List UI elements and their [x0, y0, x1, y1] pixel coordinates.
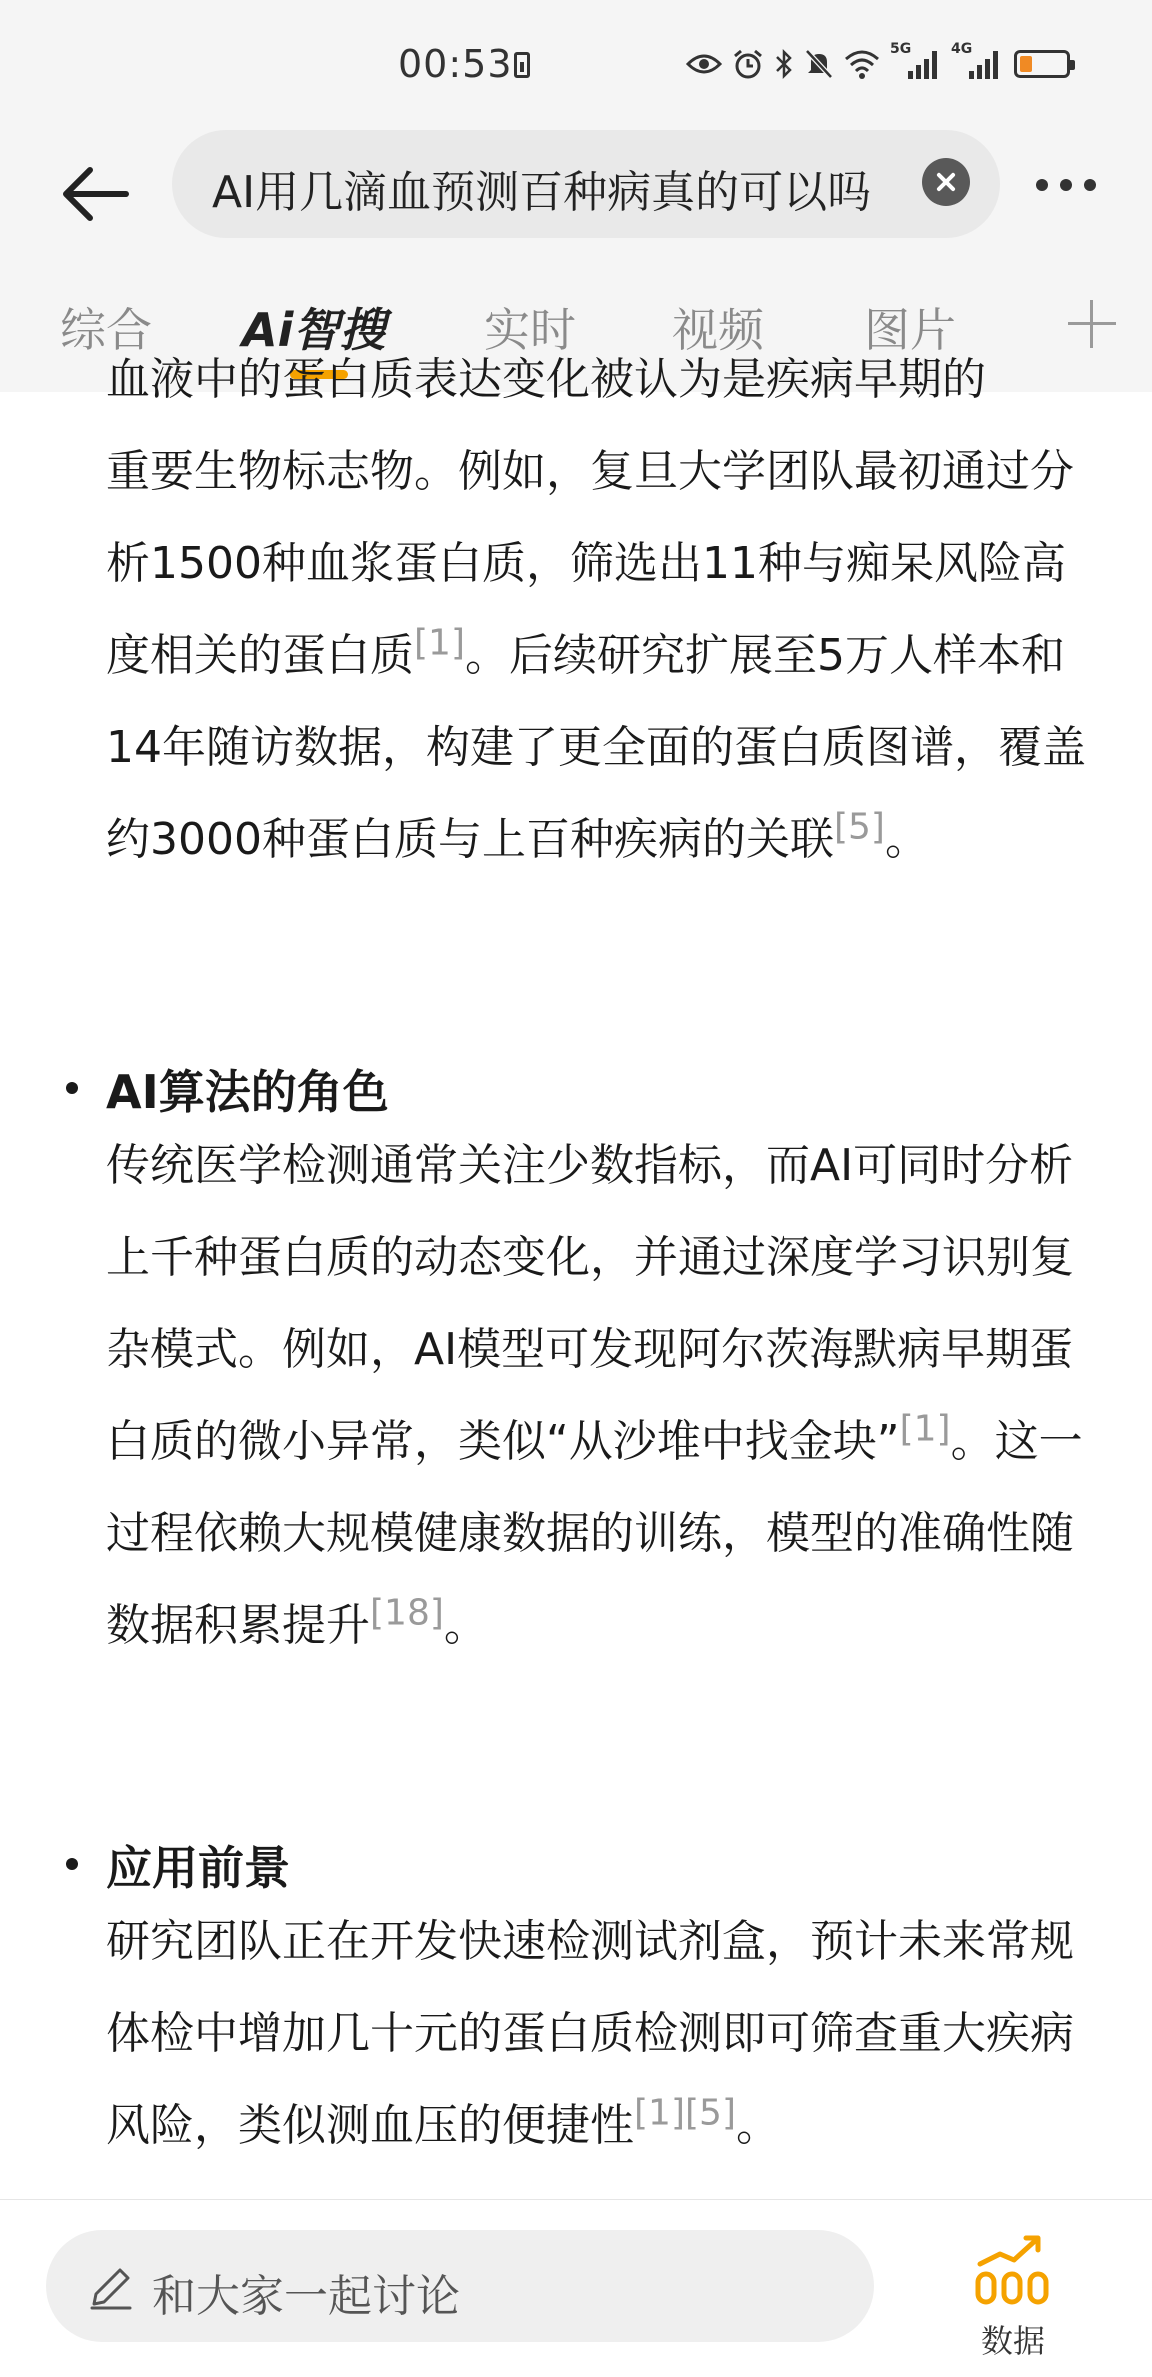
chart-data-icon	[970, 2230, 1056, 2306]
citation-link[interactable]: [1]	[899, 1408, 951, 1450]
search-box[interactable]	[172, 130, 1000, 238]
signal-5g-icon	[890, 41, 937, 79]
alarm-icon	[732, 48, 764, 80]
tab-realtime[interactable]: 实时	[484, 303, 576, 357]
paragraph-ai-role: 传统医学检测通常关注少数指标，而AI可同时分析上千种蛋白质的动态变化，并通过深度学习识别复杂模式。例如，AI模型可发现阿尔茨海默病早期蛋白质的微小异常，类似“从沙堆中找金块”[1]。这一过程依赖大规模健康数据的训练，模型的准确性随数据积累提升[18]。	[106, 1140, 1083, 1651]
section-heading-prospects: 应用前景	[106, 1841, 290, 1895]
signal-4g-icon	[951, 41, 998, 79]
pencil-icon	[86, 2262, 136, 2312]
mute-bell-icon	[804, 48, 834, 80]
section-heading-ai-role: AI算法的角色	[106, 1065, 389, 1119]
tab-images[interactable]: 图片	[864, 303, 956, 357]
status-bar	[0, 0, 1152, 130]
tab-comprehensive[interactable]: 综合	[60, 303, 152, 357]
net-5g-label: 5G	[890, 41, 912, 57]
bluetooth-icon	[774, 48, 794, 80]
tab-video[interactable]: 视频	[672, 303, 764, 357]
bullet	[66, 1082, 78, 1094]
search-query[interactable]: AI用几滴血预测百种病真的可以吗	[212, 167, 872, 218]
eye-icon	[686, 50, 722, 78]
paragraph-proteins: 重要生物标志物。例如，复旦大学团队最初通过分析1500种血浆蛋白质，筛选出11种与痴呆风险高度相关的蛋白质[1]。后续研究扩展至5万人样本和14年随访数据，构建了更全面的蛋白质图谱，覆盖约3000种蛋白质与上百种疾病的关联[5]。	[106, 446, 1086, 865]
clear-search-icon[interactable]	[922, 158, 970, 206]
data-button[interactable]	[970, 2230, 1056, 2360]
net-4g-label: 4G	[951, 41, 973, 57]
back-arrow-icon[interactable]	[56, 154, 136, 234]
tab-ai-search[interactable]: Ai智搜	[242, 303, 386, 357]
data-label: 数据	[980, 2322, 1045, 2360]
discuss-input[interactable]	[46, 2230, 874, 2342]
wifi-icon	[844, 49, 880, 79]
bullet	[66, 1858, 78, 1870]
paragraph-partial: 血液中的蛋白质表达变化被认为是疾病早期的	[106, 354, 986, 405]
citation-link[interactable]: [1]	[414, 622, 465, 664]
clock: 00:53	[398, 42, 513, 86]
paragraph-prospects: 研究团队正在开发快速检测试剂盒，预计未来常规体检中增加几十元的蛋白质检测即可筛查重大疾病风险，类似测血压的便捷性[1][5]。	[106, 1916, 1074, 2151]
bottom-bar	[0, 2199, 1152, 2377]
discuss-placeholder: 和大家一起讨论	[152, 2271, 460, 2322]
battery-saver-icon	[514, 52, 530, 78]
citation-link[interactable]: [1]	[634, 2092, 685, 2134]
answer-content	[0, 354, 1152, 2199]
citation-link[interactable]: [5]	[833, 806, 885, 848]
system-icons	[686, 41, 1070, 84]
citation-link[interactable]: [5]	[685, 2092, 736, 2134]
citation-link[interactable]: [18]	[370, 1592, 444, 1634]
more-options-icon[interactable]	[1036, 170, 1116, 200]
battery-icon	[1014, 50, 1070, 78]
search-header	[0, 130, 1152, 270]
